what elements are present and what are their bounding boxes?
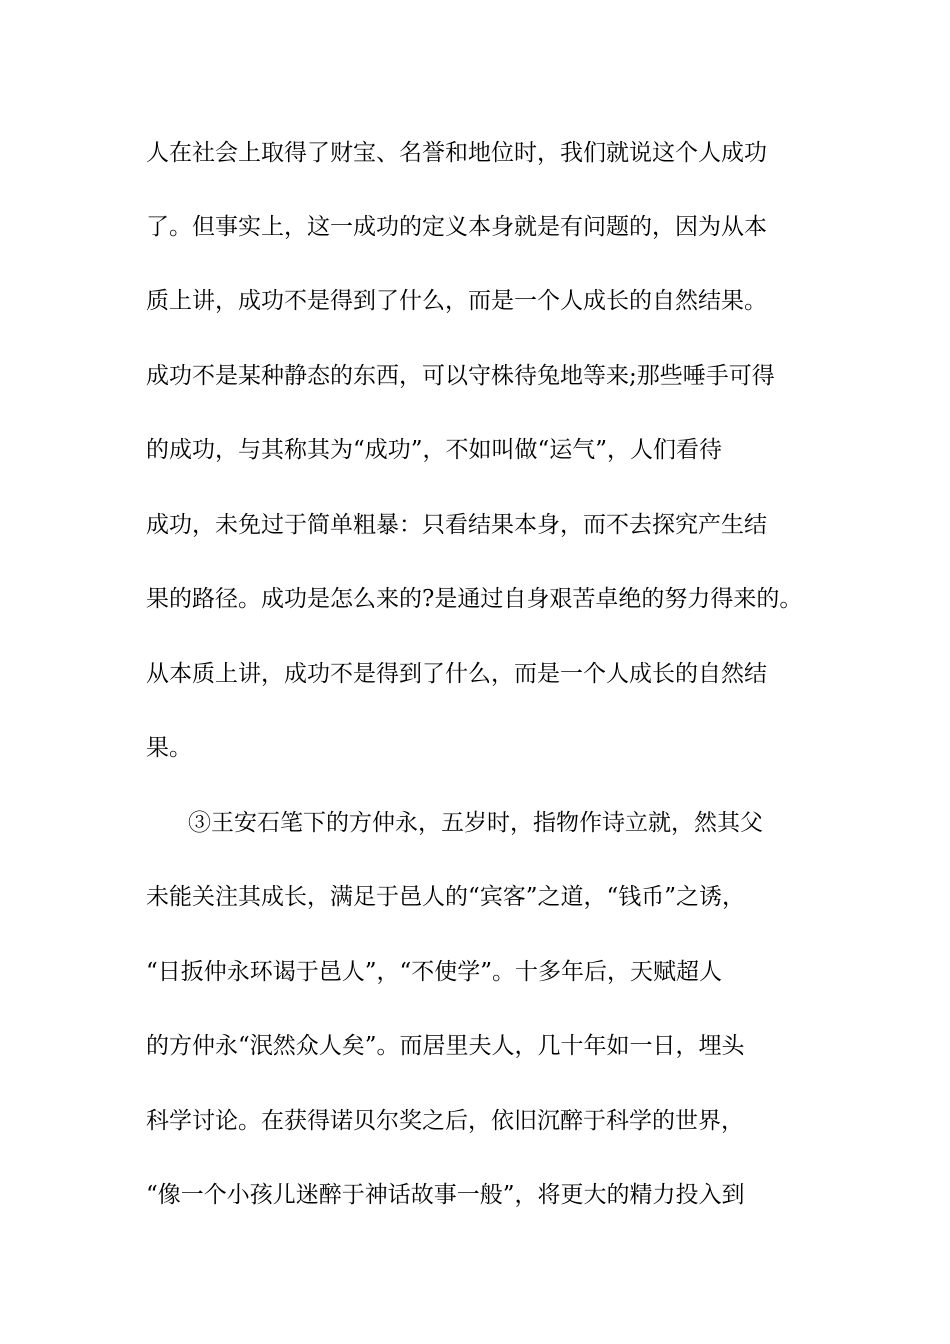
text-line: 的方仲永“泯然众人矣”。而居里夫人，几十年如一日，埋头 — [146, 1033, 745, 1059]
text-line: 成功，未免过于简单粗暴：只看结果本身，而不去探究产生结 — [146, 512, 767, 538]
text-line: 果。 — [146, 735, 192, 761]
text-line: 质上讲，成功不是得到了什么，而是一个人成长的自然结果。 — [146, 288, 767, 314]
text-line: “像一个小孩儿迷醉于神话故事一般”，将更大的精力投入到 — [146, 1182, 745, 1208]
text-line: 的成功，与其称其为“成功”，不如叫做“运气”，人们看待 — [146, 437, 723, 463]
text-line: 人在社会上取得了财宝、名誉和地位时，我们就说这个人成功 — [146, 140, 767, 166]
text-line: 了。但事实上，这一成功的定义本身就是有问题的，因为从本 — [146, 214, 767, 240]
text-line: 果的路径。成功是怎么来的?是通过自身艰苦卓绝的努力得来的。 — [146, 586, 803, 612]
text-line: 未能关注其成长，满足于邑人的“宾客”之道，“钱币”之诱， — [146, 884, 746, 910]
text-line: 科学讨论。在获得诺贝尔奖之后，依旧沉醉于科学的世界， — [146, 1108, 744, 1134]
text-line: 从本质上讲，成功不是得到了什么，而是一个人成长的自然结 — [146, 661, 767, 687]
paragraph-first-line: ③王安石笔下的方仲永，五岁时，指物作诗立就，然其父 — [188, 810, 763, 836]
text-line: 成功不是某种静态的东西，可以守株待兔地等来;那些唾手可得 — [146, 363, 775, 389]
text-line: “日扳仲永环谒于邑人”，“不使学”。十多年后，天赋超人 — [146, 959, 723, 985]
